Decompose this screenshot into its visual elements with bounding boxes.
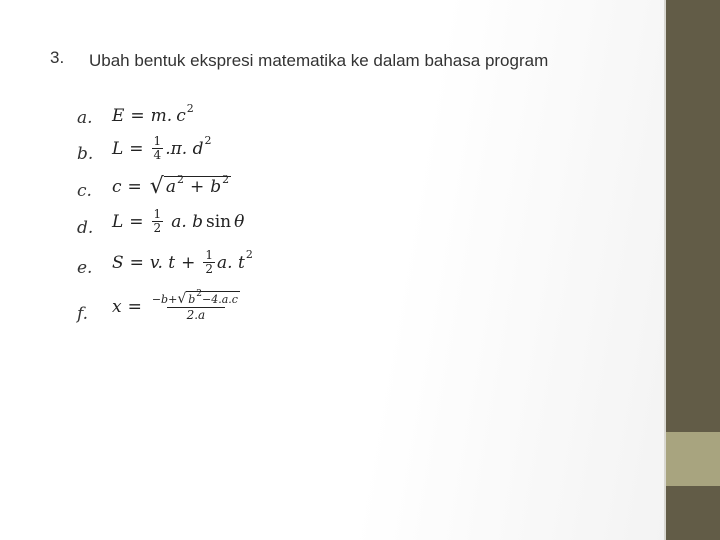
eq-c-lhs: c: [112, 176, 122, 197]
eq-b-numerator: 1: [153, 134, 162, 148]
item-letter-b: b.: [77, 144, 94, 164]
eq-f-numerator: [150, 291, 242, 307]
item-letter-a: a.: [77, 108, 93, 128]
equation-a: [112, 101, 194, 126]
item-letter-d: d.: [77, 218, 94, 238]
eq-a-lhs: E: [112, 106, 125, 126]
eq-f-equals: =: [127, 297, 142, 317]
eq-d-denominator: 2: [153, 221, 162, 235]
eq-d-equals: =: [129, 211, 144, 232]
sidebar-bar-accent: [666, 432, 720, 486]
eq-c-plus: +: [189, 177, 205, 197]
eq-b-power: 2: [204, 134, 212, 147]
item-letter-e: e.: [77, 258, 93, 278]
eq-a-m: m.: [150, 106, 173, 126]
eq-f-denominator: 2.a: [167, 307, 226, 323]
item-letter-c: c.: [77, 181, 92, 201]
eq-c-a: a: [165, 177, 176, 197]
sidebar-bar-bottom: [666, 486, 720, 540]
equation-e: [112, 249, 253, 276]
eq-b-lhs: L: [112, 138, 124, 159]
eq-c-radicand: [164, 172, 231, 197]
eq-c-equals: =: [127, 176, 142, 197]
eq-c-power-b: 2: [222, 172, 230, 186]
eq-f-power: 2: [196, 289, 203, 299]
eq-f-radicand: [186, 291, 240, 307]
eq-f-neg-b: −b+: [151, 292, 178, 306]
eq-b-fraction: [152, 135, 164, 162]
eq-e-power: 2: [245, 248, 253, 261]
equation-f: [112, 291, 242, 323]
equation-c: [112, 174, 231, 199]
equation-d: [112, 208, 244, 235]
eq-a-power: 2: [186, 101, 194, 115]
eq-e-denominator: 2: [205, 262, 214, 276]
eq-f-sqrt-symbol: √: [177, 290, 187, 307]
eq-b-rest: .π. d: [165, 138, 204, 159]
eq-e-at: a. t: [217, 252, 245, 273]
item-letter-f: f.: [77, 304, 89, 324]
eq-d-numerator: 1: [153, 207, 162, 221]
eq-a-c: c: [176, 106, 186, 126]
question-number: 3.: [50, 48, 65, 67]
eq-e-plus: +: [181, 252, 196, 273]
eq-e-numerator: 1: [205, 248, 214, 262]
eq-d-fraction: [152, 208, 164, 235]
sidebar-bar-top: [666, 0, 720, 432]
eq-c-sqrt-symbol: √: [149, 174, 164, 199]
eq-d-ab: a. b: [171, 211, 204, 232]
eq-c-b: b: [210, 177, 222, 197]
eq-b-equals: =: [129, 138, 144, 159]
equation-b: [112, 135, 211, 162]
eq-d-lhs: L: [112, 211, 124, 232]
eq-e-vt: v. t: [149, 252, 176, 273]
eq-f-radicand-rest: −4.a.c: [202, 293, 238, 306]
eq-b-denominator: 4: [153, 148, 162, 162]
eq-a-equals: =: [130, 106, 145, 126]
question-text: Ubah bentuk ekspresi matematika ke dalam bahasa program: [89, 51, 549, 70]
eq-f-lhs: x: [112, 297, 122, 317]
eq-e-lhs: S: [112, 252, 124, 273]
eq-d-sin: sin: [206, 211, 232, 232]
eq-f-fraction: [150, 291, 242, 323]
eq-c-power-a: 2: [176, 172, 184, 186]
eq-d-theta: θ: [234, 211, 245, 232]
eq-e-fraction: [203, 249, 215, 276]
eq-e-equals: =: [129, 252, 144, 273]
eq-f-b: b: [188, 293, 196, 306]
